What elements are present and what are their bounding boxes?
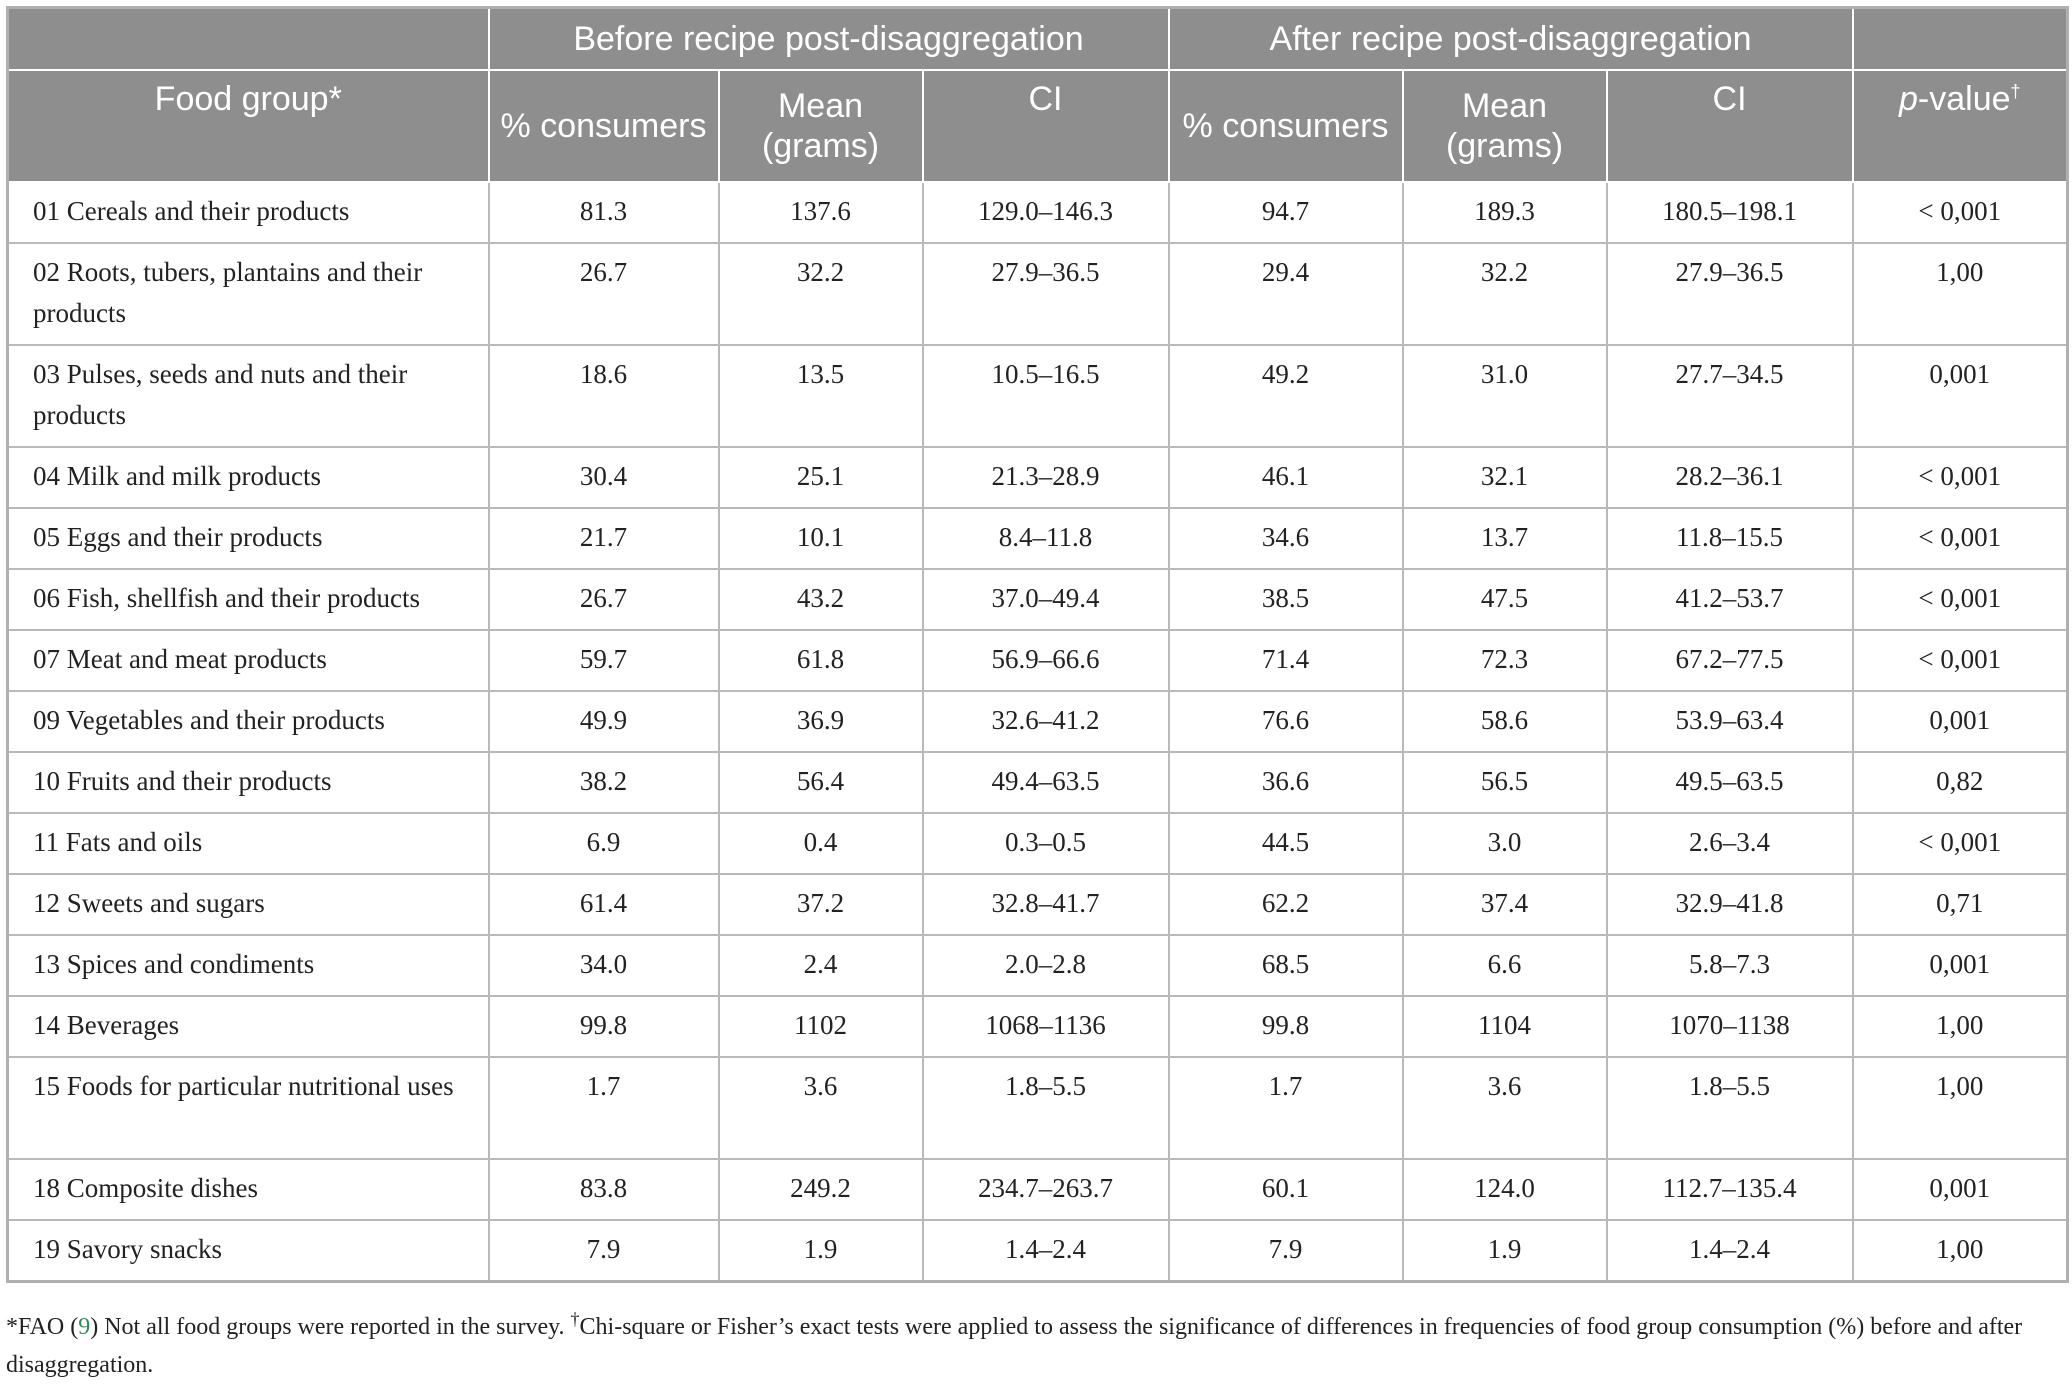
- cell-before-pct: 21.7: [489, 508, 719, 569]
- cell-before-pct: 38.2: [489, 752, 719, 813]
- cell-food-group: 15 Foods for particular nutritional uses: [8, 1057, 489, 1159]
- table-wrapper: [6, 6, 2066, 1283]
- cell-before-mean: 13.5: [719, 345, 923, 447]
- table-row: [8, 752, 2068, 813]
- cell-before-ci: 0.3–0.5: [923, 813, 1169, 874]
- cell-before-pct: 26.7: [489, 569, 719, 630]
- header-before-ci: CI: [923, 70, 1169, 182]
- cell-before-mean: 3.6: [719, 1057, 923, 1159]
- cell-before-pct: 18.6: [489, 345, 719, 447]
- cell-before-mean: 1.9: [719, 1220, 923, 1281]
- cell-food-group: 05 Eggs and their products: [8, 508, 489, 569]
- cell-food-group: 11 Fats and oils: [8, 813, 489, 874]
- cell-p-value: 0,82: [1853, 752, 2068, 813]
- cell-before-mean: 137.6: [719, 182, 923, 243]
- cell-before-ci: 49.4–63.5: [923, 752, 1169, 813]
- cell-after-pct: 36.6: [1169, 752, 1403, 813]
- footnote-dagger: †: [570, 1309, 580, 1329]
- cell-before-ci: 32.8–41.7: [923, 874, 1169, 935]
- cell-after-ci: 1.4–2.4: [1607, 1220, 1853, 1281]
- cell-before-ci: 1068–1136: [923, 996, 1169, 1057]
- cell-after-mean: 3.6: [1403, 1057, 1607, 1159]
- table-row: [8, 447, 2068, 508]
- cell-before-ci: 1.8–5.5: [923, 1057, 1169, 1159]
- cell-before-ci: 37.0–49.4: [923, 569, 1169, 630]
- cell-after-mean: 32.2: [1403, 243, 1607, 345]
- cell-before-mean: 61.8: [719, 630, 923, 691]
- cell-food-group: 06 Fish, shellfish and their products: [8, 569, 489, 630]
- table-row: [8, 243, 2068, 345]
- cell-before-ci: 21.3–28.9: [923, 447, 1169, 508]
- cell-after-mean: 13.7: [1403, 508, 1607, 569]
- cell-p-value: 0,001: [1853, 345, 2068, 447]
- cell-p-value: 1,00: [1853, 1220, 2068, 1281]
- cell-before-pct: 30.4: [489, 447, 719, 508]
- cell-p-value: 1,00: [1853, 243, 2068, 345]
- footnote-part1: *FAO (: [6, 1314, 79, 1340]
- table-row: [8, 813, 2068, 874]
- cell-food-group: 14 Beverages: [8, 996, 489, 1057]
- table-row: [8, 1159, 2068, 1220]
- table-row: [8, 1220, 2068, 1281]
- cell-before-ci: 2.0–2.8: [923, 935, 1169, 996]
- cell-before-mean: 32.2: [719, 243, 923, 345]
- footnote-part3: Chi-square or Fisher’s exact tests were applied to assess the significance of differences in frequencies of food group consumption (%) before and after disaggregation.: [6, 1314, 2023, 1378]
- cell-p-value: 0,001: [1853, 935, 2068, 996]
- cell-after-mean: 6.6: [1403, 935, 1607, 996]
- p-label: p: [1898, 80, 1918, 118]
- cell-after-pct: 60.1: [1169, 1159, 1403, 1220]
- cell-p-value: 1,00: [1853, 996, 2068, 1057]
- cell-p-value: < 0,001: [1853, 508, 2068, 569]
- cell-after-mean: 1.9: [1403, 1220, 1607, 1281]
- cell-after-ci: 49.5–63.5: [1607, 752, 1853, 813]
- cell-after-ci: 2.6–3.4: [1607, 813, 1853, 874]
- table-row: [8, 345, 2068, 447]
- cell-after-mean: 124.0: [1403, 1159, 1607, 1220]
- cell-after-pct: 34.6: [1169, 508, 1403, 569]
- cell-food-group: 13 Spices and condiments: [8, 935, 489, 996]
- cell-before-mean: 1102: [719, 996, 923, 1057]
- table-footnote: [6, 1308, 2066, 1384]
- cell-after-ci: 28.2–36.1: [1607, 447, 1853, 508]
- cell-food-group: 19 Savory snacks: [8, 1220, 489, 1281]
- cell-after-ci: 1070–1138: [1607, 996, 1853, 1057]
- dagger-mark: †: [2010, 81, 2021, 102]
- table-row: [8, 182, 2068, 243]
- cell-after-pct: 94.7: [1169, 182, 1403, 243]
- cell-p-value: 0,001: [1853, 691, 2068, 752]
- cell-after-pct: 49.2: [1169, 345, 1403, 447]
- header-before-mean: Mean (grams): [719, 70, 923, 182]
- cell-after-mean: 31.0: [1403, 345, 1607, 447]
- cell-after-ci: 1.8–5.5: [1607, 1057, 1853, 1159]
- cell-after-pct: 46.1: [1169, 447, 1403, 508]
- header-after-ci: CI: [1607, 70, 1853, 182]
- cell-before-mean: 0.4: [719, 813, 923, 874]
- cell-after-ci: 5.8–7.3: [1607, 935, 1853, 996]
- cell-after-mean: 58.6: [1403, 691, 1607, 752]
- header-after: After recipe post-disaggregation: [1169, 8, 1853, 71]
- cell-after-mean: 56.5: [1403, 752, 1607, 813]
- cell-before-ci: 8.4–11.8: [923, 508, 1169, 569]
- cell-after-ci: 112.7–135.4: [1607, 1159, 1853, 1220]
- cell-food-group: 04 Milk and milk products: [8, 447, 489, 508]
- cell-p-value: 0,71: [1853, 874, 2068, 935]
- header-group-row: [8, 8, 2068, 71]
- table-body: [8, 182, 2068, 1281]
- cell-before-pct: 26.7: [489, 243, 719, 345]
- cell-after-pct: 76.6: [1169, 691, 1403, 752]
- cell-before-pct: 6.9: [489, 813, 719, 874]
- cell-before-mean: 25.1: [719, 447, 923, 508]
- cell-before-ci: 32.6–41.2: [923, 691, 1169, 752]
- cell-before-mean: 37.2: [719, 874, 923, 935]
- cell-before-pct: 81.3: [489, 182, 719, 243]
- cell-before-ci: 27.9–36.5: [923, 243, 1169, 345]
- cell-p-value: < 0,001: [1853, 447, 2068, 508]
- cell-before-pct: 83.8: [489, 1159, 719, 1220]
- cell-after-ci: 27.9–36.5: [1607, 243, 1853, 345]
- cell-before-pct: 61.4: [489, 874, 719, 935]
- cell-after-ci: 27.7–34.5: [1607, 345, 1853, 447]
- cell-food-group: 12 Sweets and sugars: [8, 874, 489, 935]
- header-after-mean: Mean (grams): [1403, 70, 1607, 182]
- cell-after-mean: 3.0: [1403, 813, 1607, 874]
- cell-before-ci: 56.9–66.6: [923, 630, 1169, 691]
- header-empty-right: [1853, 8, 2068, 71]
- cell-after-mean: 32.1: [1403, 447, 1607, 508]
- cell-food-group: 18 Composite dishes: [8, 1159, 489, 1220]
- cell-p-value: < 0,001: [1853, 630, 2068, 691]
- table-row: [8, 935, 2068, 996]
- cell-p-value: < 0,001: [1853, 569, 2068, 630]
- cell-after-ci: 67.2–77.5: [1607, 630, 1853, 691]
- cell-after-ci: 32.9–41.8: [1607, 874, 1853, 935]
- cell-after-pct: 62.2: [1169, 874, 1403, 935]
- cell-before-pct: 59.7: [489, 630, 719, 691]
- cell-after-mean: 37.4: [1403, 874, 1607, 935]
- cell-food-group: 01 Cereals and their products: [8, 182, 489, 243]
- header-column-row: [8, 70, 2068, 182]
- cell-after-pct: 68.5: [1169, 935, 1403, 996]
- cell-before-ci: 10.5–16.5: [923, 345, 1169, 447]
- cell-after-pct: 99.8: [1169, 996, 1403, 1057]
- table-row: [8, 874, 2068, 935]
- cell-before-mean: 43.2: [719, 569, 923, 630]
- table-row: [8, 691, 2068, 752]
- cell-before-pct: 7.9: [489, 1220, 719, 1281]
- table-row: [8, 996, 2068, 1057]
- table-row: [8, 1057, 2068, 1159]
- cell-food-group: 03 Pulses, seeds and nuts and their products: [8, 345, 489, 447]
- footnote-part2: ) Not all food groups were reported in the survey.: [90, 1314, 571, 1340]
- table-row: [8, 630, 2068, 691]
- cell-before-mean: 56.4: [719, 752, 923, 813]
- cell-before-pct: 34.0: [489, 935, 719, 996]
- cell-after-mean: 72.3: [1403, 630, 1607, 691]
- header-after-pct: % consumers: [1169, 70, 1403, 182]
- cell-food-group: 07 Meat and meat products: [8, 630, 489, 691]
- header-p-value: [1853, 70, 2068, 182]
- cell-after-pct: 1.7: [1169, 1057, 1403, 1159]
- cell-food-group: 02 Roots, tubers, plantains and their products: [8, 243, 489, 345]
- cell-p-value: 1,00: [1853, 1057, 2068, 1159]
- cell-p-value: 0,001: [1853, 1159, 2068, 1220]
- cell-food-group: 10 Fruits and their products: [8, 752, 489, 813]
- header-empty-left: [8, 8, 489, 71]
- cell-after-pct: 38.5: [1169, 569, 1403, 630]
- footnote-ref-link[interactable]: 9: [78, 1314, 91, 1340]
- cell-before-ci: 1.4–2.4: [923, 1220, 1169, 1281]
- header-before-pct: % consumers: [489, 70, 719, 182]
- cell-before-pct: 49.9: [489, 691, 719, 752]
- cell-before-ci: 234.7–263.7: [923, 1159, 1169, 1220]
- cell-before-ci: 129.0–146.3: [923, 182, 1169, 243]
- cell-after-mean: 1104: [1403, 996, 1607, 1057]
- cell-after-pct: 29.4: [1169, 243, 1403, 345]
- table-row: [8, 508, 2068, 569]
- cell-before-mean: 2.4: [719, 935, 923, 996]
- cell-p-value: < 0,001: [1853, 182, 2068, 243]
- cell-after-ci: 180.5–198.1: [1607, 182, 1853, 243]
- cell-food-group: 09 Vegetables and their products: [8, 691, 489, 752]
- cell-before-pct: 99.8: [489, 996, 719, 1057]
- cell-after-ci: 53.9–63.4: [1607, 691, 1853, 752]
- cell-after-mean: 189.3: [1403, 182, 1607, 243]
- cell-before-mean: 249.2: [719, 1159, 923, 1220]
- cell-p-value: < 0,001: [1853, 813, 2068, 874]
- cell-after-ci: 41.2–53.7: [1607, 569, 1853, 630]
- p-value-label: -value: [1917, 80, 2011, 118]
- cell-after-pct: 71.4: [1169, 630, 1403, 691]
- cell-after-ci: 11.8–15.5: [1607, 508, 1853, 569]
- cell-before-mean: 36.9: [719, 691, 923, 752]
- table-row: [8, 569, 2068, 630]
- cell-after-pct: 44.5: [1169, 813, 1403, 874]
- cell-after-mean: 47.5: [1403, 569, 1607, 630]
- cell-after-pct: 7.9: [1169, 1220, 1403, 1281]
- food-group-table: [6, 6, 2069, 1283]
- cell-before-mean: 10.1: [719, 508, 923, 569]
- header-before: Before recipe post-disaggregation: [489, 8, 1169, 71]
- cell-before-pct: 1.7: [489, 1057, 719, 1159]
- header-food-group: Food group*: [8, 70, 489, 182]
